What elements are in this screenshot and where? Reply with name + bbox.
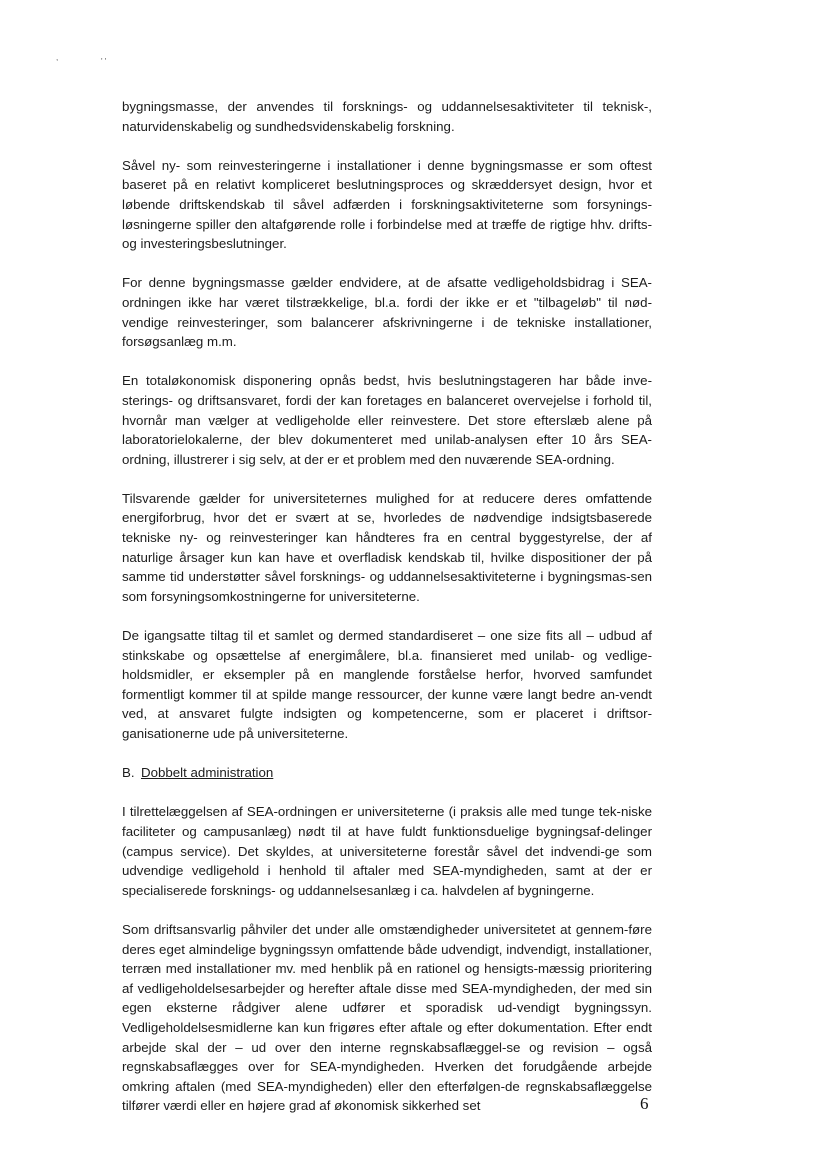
paragraph: Som driftsansvarlig påhviler det under alle omstændigheder universitetet at gennem-føre deres eget almindelige bygningssyn omfattende både udvendigt, indvendigt, installationer, terræn med installationer mv. med henblik på en rationel og hensigts-mæssig prioritering af vedligeholdelsesarbejder og herefter aftale disse med SEA-myndigheden, der med sin egen eksterne rådgiver alene udfører et sporadisk ud-vendigt bygningssyn. Vedligeholdelsesmidlerne kan kun frigøres efter aftale og efter dokumentation. Efter endt arbejde skal der – ud over den interne regnskabsaflæggel-se og revision – også regnskabsaflægges over for SEA-myndigheden. Hverken det forudgående arbejde omkring aftalen (med SEA-myndigheden) eller den efterfølgen-de regnskabsaflæggelse tilfører værdi eller en højere grad af økonomisk sikkerhed set	[122, 921, 652, 1114]
paragraph: De igangsatte tiltag til et samlet og dermed standardiseret – one size fits all – udbud af stinkskabe og opsættelse af energimålere, bl.a. finansieret med unilab- og vedlige-holdsmidler, er eksempler på en manglende forståelse herfor, hvorved samfundet formentligt kommer til at spilde mange ressourcer, der kunne være langt bedre an-vendt ved, at ansvaret fulgte indsigten og kompetencerne, som er placeret i driftsor-ganisationerne ude på universiteterne.	[122, 628, 652, 741]
paragraph: Tilsvarende gælder for universiteternes mulighed for at reducere deres omfattende energiforbrug, hvor det er svært at se, hvorledes de nødvendige indsigtsbaserede tekniske ny- og reinvesteringer kan håndteres fra en central byggestyrelse, der af naturlige årsager kun kan have et overfladisk kendskab til, hvilke dispositioner der på samme tid understøtter såvel forsknings- og uddannelsesaktiviteterne i bygningsmas-sen som forsyningsomkostningerne for universiteterne.	[122, 490, 652, 604]
paragraph: Såvel ny- som reinvesteringerne i installationer i denne bygningsmasse er som oftest baseret på en relativt kompliceret beslutningsproces og skræddersyet design, hvor et løbende driftskendskab til såvel adfærden i forskningsaktiviteterne som forsynings-løsningerne spiller den altafgørende rolle i forbindelse med at træffe de rigtige hhv. drifts- og investeringsbeslutninger.	[122, 157, 652, 252]
section-heading	[122, 763, 652, 783]
body-text	[122, 97, 652, 1135]
paragraph: I tilrettelæggelsen af SEA-ordningen er universiteterne (i praksis alle med tunge tek-niske faciliteter og campusanlæg) nødt til at have fuldt funktionsduelige bygningsaf-delinger (campus service). Det skyldes, at universiteterne forestår såvel det indvendi-ge som udvendige vedligehold i henhold til aftaler med SEA-myndigheden, samt at der er specialiserede forsknings- og uddannelsesanlæg i ca. halvdelen af bygningerne.	[122, 804, 652, 898]
section-title: Dobbelt administration	[141, 765, 274, 781]
paragraph: En totaløkonomisk disponering opnås bedst, hvis beslutningstageren har både inve-sterings- og driftsansvaret, fordi der kan foretages en balanceret overvejelse i forhold til, hvornår man vælger at vedligeholde eller reinvestere. Det store efterslæb alene på laboratorielokalerne, der blev dokumenteret med unilab-analysen efter 10 års SEA-ordning, illustrerer i sig selv, at der er et problem med den nuværende SEA-ordning.	[122, 373, 652, 467]
section-letter: B.	[122, 765, 135, 781]
scan-speck: ' '	[101, 57, 107, 66]
scan-speck: ,	[56, 53, 59, 62]
paragraph: For denne bygningsmasse gælder endvidere, at de afsatte vedligeholdsbidrag i SEA-ordningen ikke har været tilstrækkelige, bl.a. fordi der ikke er et "tilbageløb" til nød-vendige reinvesteringer, som balancerer afskrivningerne i de tekniske installationer, forsøgsanlæg m.m.	[122, 275, 652, 350]
page-number: 6	[640, 1094, 649, 1113]
paragraph: bygningsmasse, der anvendes til forsknings- og uddannelsesaktiviteter til teknisk-, naturvidenskabelig og sundhedsvidenskabelig forskning.	[122, 99, 652, 134]
